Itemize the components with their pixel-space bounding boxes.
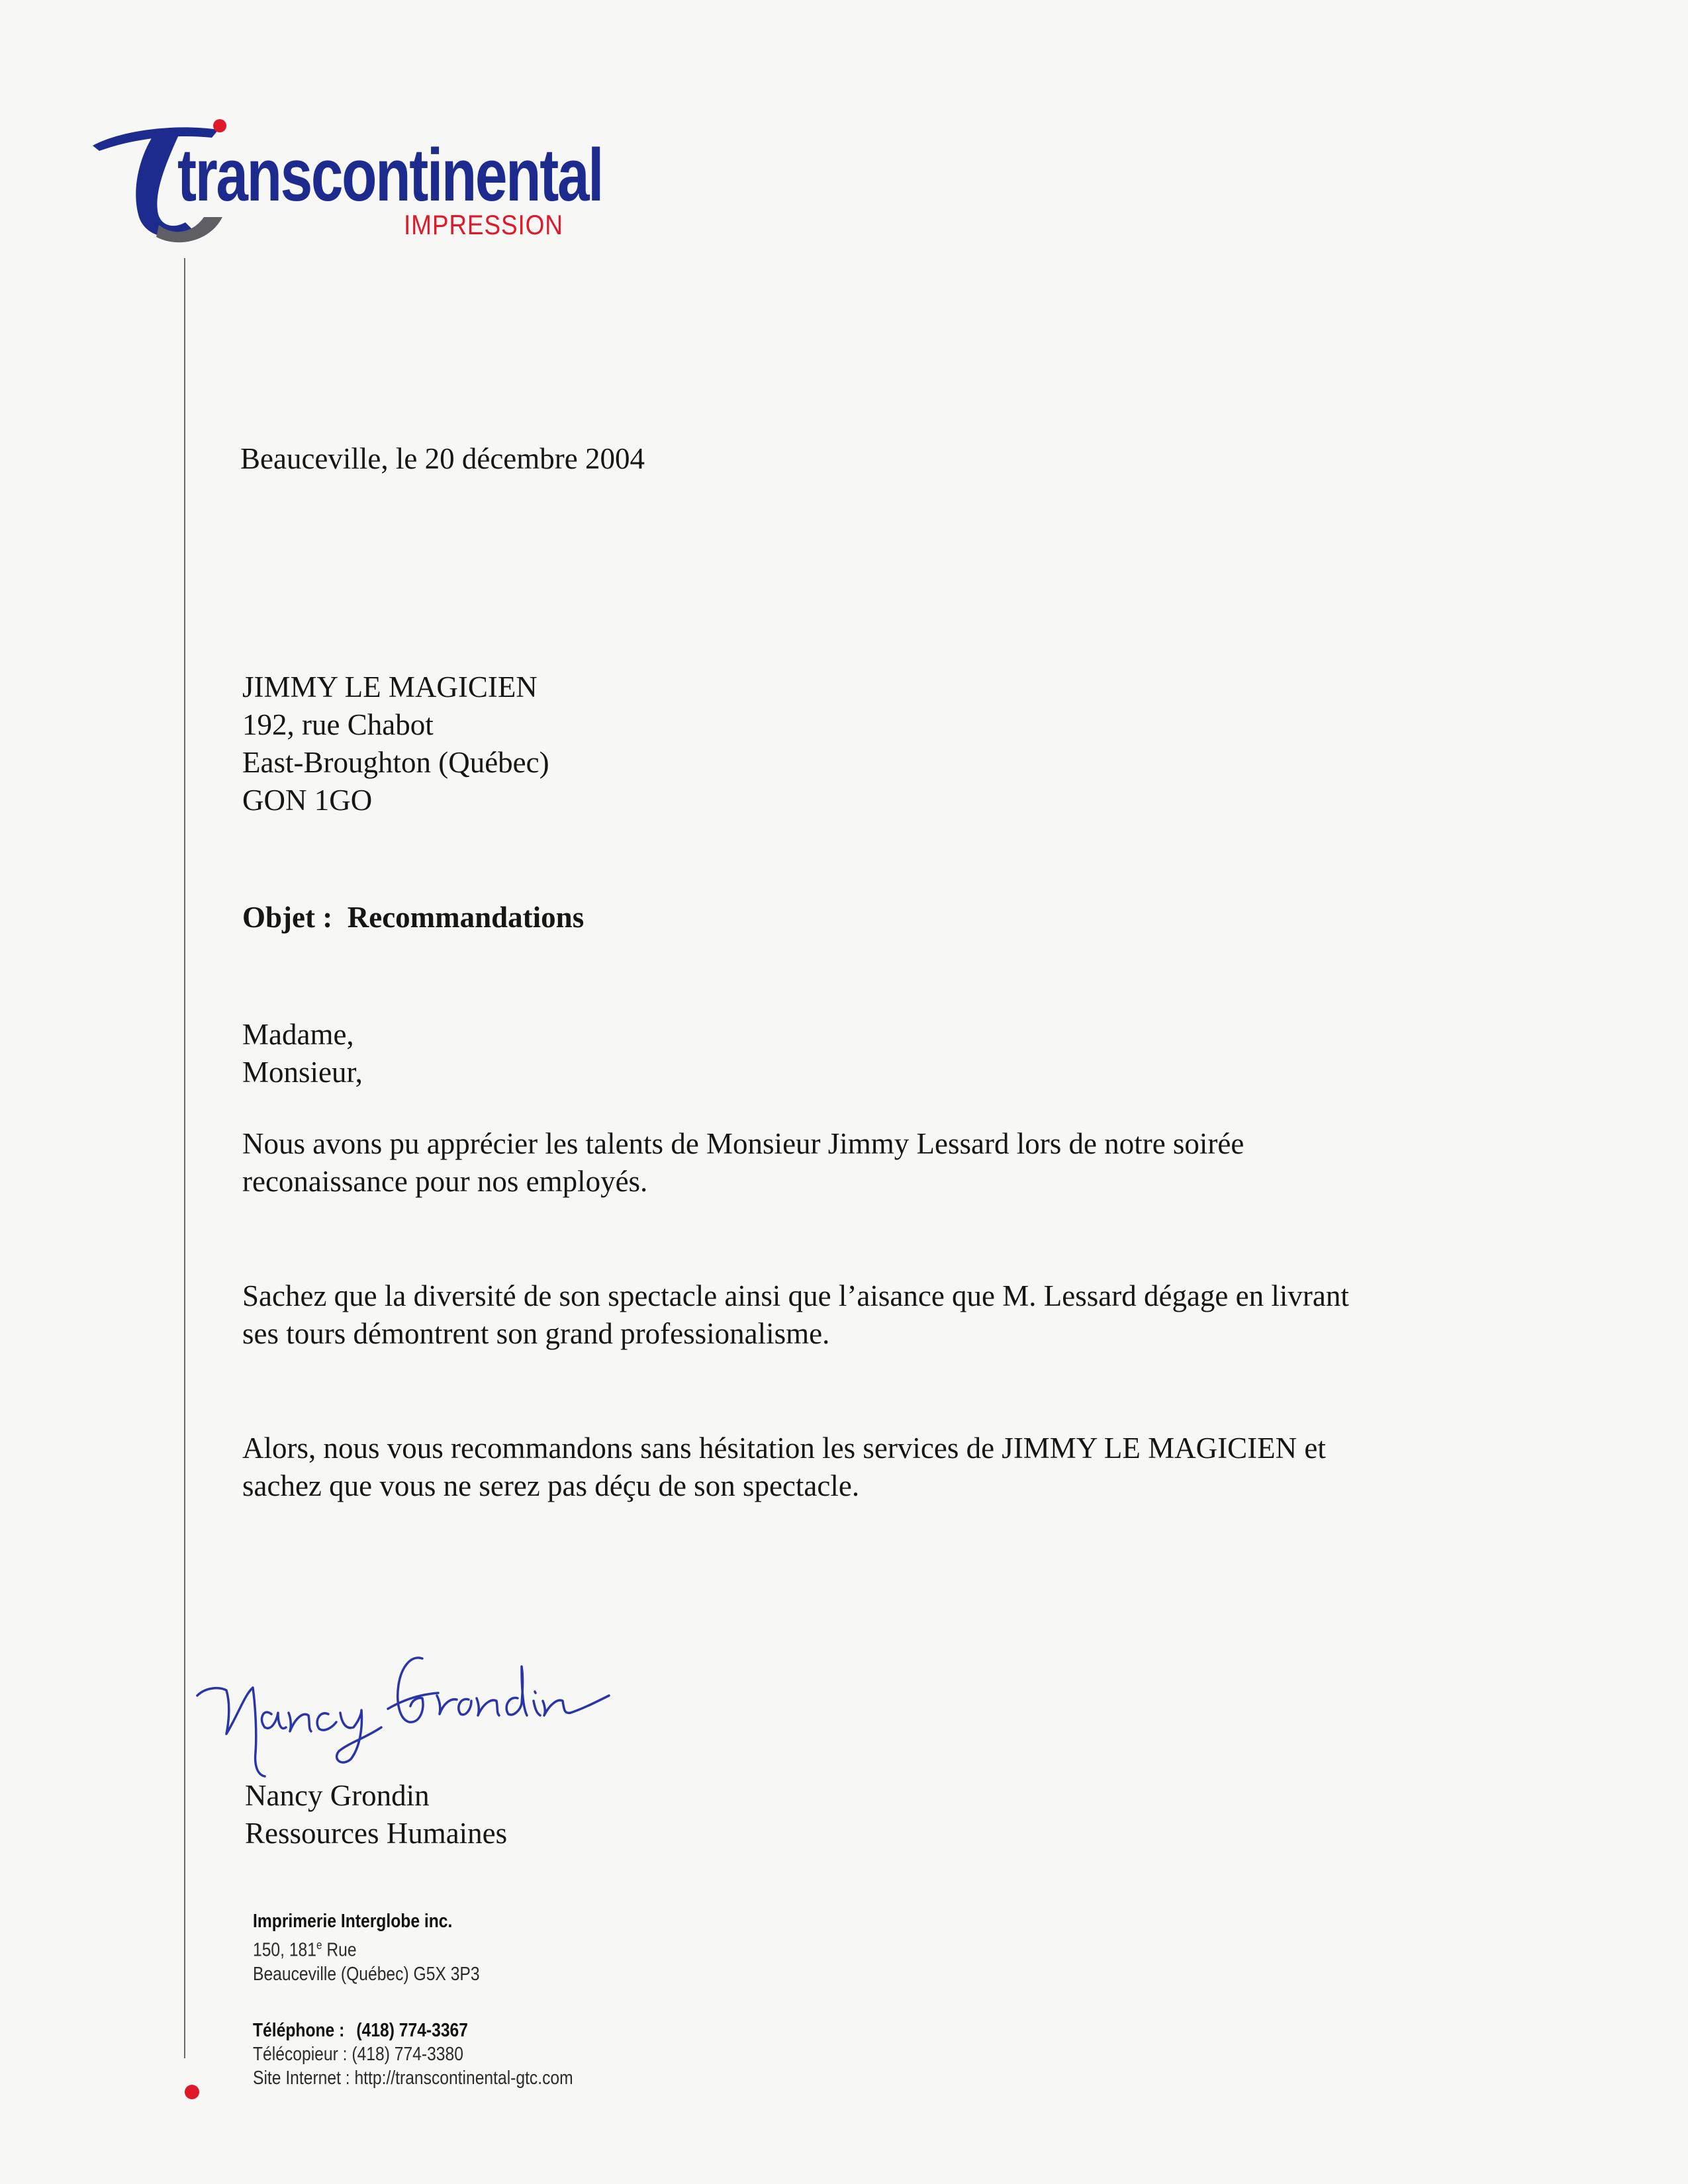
handwritten-signature <box>192 1635 655 1780</box>
footer-street-rest: Rue <box>322 1939 357 1961</box>
footer-street-sup: e <box>316 1938 322 1952</box>
signer-name: Nancy Grondin <box>245 1779 430 1812</box>
date-line: Beauceville, le 20 décembre 2004 <box>240 442 645 475</box>
recipient-city: East-Broughton (Québec) <box>242 746 549 779</box>
footer-phone-row <box>253 2019 573 2042</box>
recipient-street: 192, rue Chabot <box>242 708 434 741</box>
logo-division: IMPRESSION <box>404 209 563 240</box>
paragraph-line: Alors, nous vous recommandons sans hésitation les services de JIMMY LE MAGICIEN et <box>242 1432 1326 1465</box>
footer-street <box>253 1933 480 1962</box>
footer-city: Beauceville (Québec) G5X 3P3 <box>253 1963 480 1985</box>
company-logo <box>93 111 603 250</box>
subject-line <box>242 899 584 936</box>
margin-rule <box>184 258 185 2058</box>
footer-web-row <box>253 2066 573 2090</box>
signer-block <box>245 1777 507 1852</box>
salutation <box>242 1016 363 1091</box>
margin-rule-dot <box>185 2085 199 2099</box>
footer-fax-row <box>253 2042 573 2066</box>
signer-title: Ressources Humaines <box>245 1817 508 1850</box>
salutation-line: Monsieur, <box>242 1056 363 1089</box>
subject-label: Objet : <box>242 901 333 934</box>
recipient-postal: GON 1GO <box>242 784 373 817</box>
footer-contact <box>253 2019 573 2090</box>
body-paragraph <box>242 1125 1244 1201</box>
footer-phone-label: Téléphone : <box>253 2020 345 2041</box>
body-paragraph <box>242 1277 1349 1353</box>
footer-fax-label: Télécopieur : <box>253 2044 348 2065</box>
salutation-line: Madame, <box>242 1018 354 1051</box>
recipient-address <box>242 668 549 819</box>
paragraph-line: Nous avons pu apprécier les talents de Monsieur Jimmy Lessard lors de notre soirée <box>242 1127 1244 1160</box>
footer-web-link[interactable]: http://transcontinental-gtc.com <box>354 2068 573 2089</box>
logo-wordmark: transcontinental <box>177 134 603 216</box>
footer-fax: (418) 774-3380 <box>352 2044 463 2065</box>
footer-street-number: 150, 181 <box>253 1939 316 1961</box>
paragraph-line: ses tours démontrent son grand professionalisme. <box>242 1317 830 1350</box>
subject-text: Recommandations <box>347 901 585 934</box>
footer-company-address <box>253 1909 480 1986</box>
paragraph-line: Sachez que la diversité de son spectacle ainsi que l’aisance que M. Lessard dégage en livrant <box>242 1279 1349 1312</box>
recipient-name: JIMMY LE MAGICIEN <box>242 670 538 704</box>
footer-company-name: Imprimerie Interglobe inc. <box>253 1911 453 1932</box>
footer-web-label: Site Internet : <box>253 2068 350 2089</box>
paragraph-line: sachez que vous ne serez pas déçu de son spectacle. <box>242 1469 860 1502</box>
body-paragraph <box>242 1430 1326 1505</box>
footer-phone: (418) 774-3367 <box>356 2020 468 2041</box>
paragraph-line: reconaissance pour nos employés. <box>242 1165 648 1198</box>
